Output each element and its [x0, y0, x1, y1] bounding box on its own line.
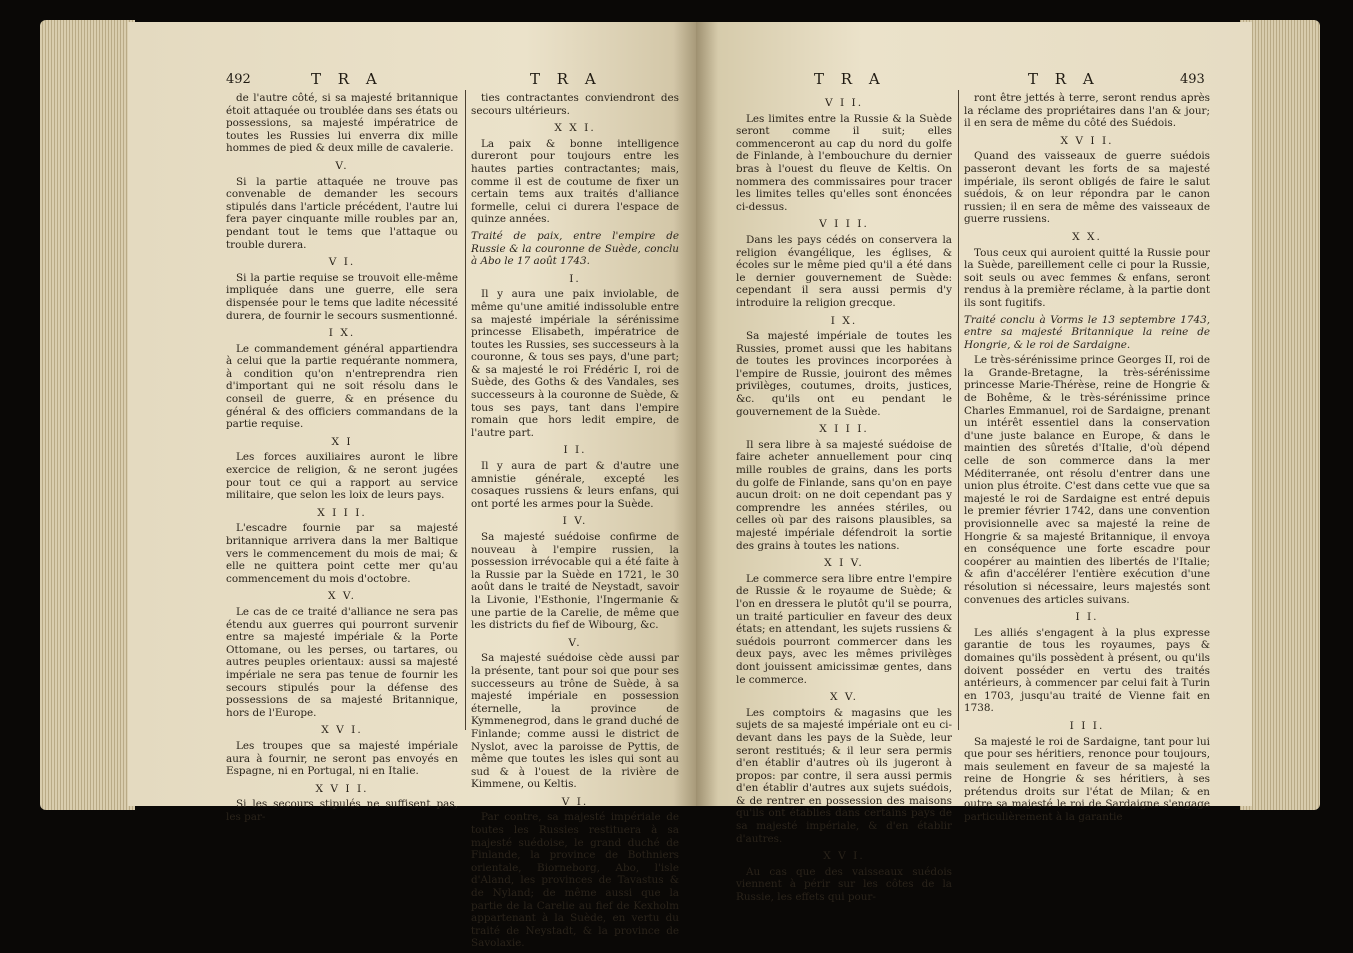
paragraph: Par contre, sa majesté impériale de toutes les Russies restituera à sa majesté suédoise, le grand duché de Finlande, la province de Bothniers orientale, Biorneborg, Abo, l'isle d'Aland, les provinces de Tavastus & de Nyland; de même aussi que la partie de la Carelie au fief de Kexholm appartenant à la Suède, en vertu du traité de Neystadt, & la province de Savolaxie.: [471, 811, 679, 950]
running-head: T R A: [530, 70, 602, 88]
article-heading: I I I.: [1069, 719, 1105, 732]
text-column-1: [736, 92, 952, 907]
paragraph: Le commandement général appartiendra à celui que la partie requérante nommera, à condition qu'on n'entreprendra rien d'important qui ne soit résolu dans le conseil de guerre, & en présence du général & des officiers commandans de la partie requise.: [226, 342, 458, 431]
paragraph: Quand des vaisseaux de guerre suédois passeront devant les forts de sa majesté impériale, ils seront obligés de faire le salut suédois, & on leur répondra par le canon russien; il en sera de même des vaisseaux de guerre russiens.: [964, 150, 1210, 226]
right-page: [696, 22, 1252, 904]
article-heading: V I.: [561, 795, 589, 808]
article-heading: X I I I.: [317, 506, 367, 519]
left-page: [128, 22, 696, 950]
article-heading: X X.: [1072, 230, 1102, 243]
paragraph: Les comptoirs & magasins que les sujets de sa majesté impériale ont eu ci-devant dans les pays de la Suède, leur seront restitués; & il leur sera permis d'en établir d'autres où ils jugeront à propos: par contre, il sera aussi permis d'en établir d'autres aux sujets suédois, & de rentrer en possession des maisons qu'ils ont établies dans certains pays de sa majesté impériale, & d'en établir d'autres.: [736, 706, 952, 845]
paragraph: La paix & bonne intelligence dureront pour toujours entre les hautes parties contractantes; mais, comme il est de coutume de fixer un certain tems aux traités d'alliance formelle, celui ci durera l'espace de quinze années.: [471, 137, 679, 226]
paragraph: Les forces auxiliaires auront le libre exercice de religion, & ne seront jugées pour tout ce qui a rapport au service militaire, que selon les loix de leurs pays.: [226, 451, 458, 502]
article-heading: V.: [568, 636, 582, 649]
article-heading: X V.: [327, 590, 357, 603]
paragraph: Les troupes que sa majesté impériale aura à fournir, ne seront pas envoyés en Espagne, ni en Portugal, ni en Italie.: [226, 739, 458, 778]
article-heading: X X I.: [554, 122, 596, 135]
paragraph: ties contractantes conviendront des secours ultérieurs.: [471, 92, 679, 117]
paragraph: Tous ceux qui auroient quitté la Russie pour la Suède, pareillement celle ci pour la Russie, soit seuls ou avec femmes & enfans, seront rendus à la première réclame, à la partie dont ils sont fugitifs.: [964, 246, 1210, 309]
page-number: 492: [226, 72, 251, 87]
paragraph: Dans les pays cédés on conservera la religion évangélique, les églises, & écoles sur le même pied qu'il a été dans le dernier gouvernement de Suède: cependant il sera aussi permis d'y introduire la religion grecque.: [736, 233, 952, 309]
paragraph: Sa majesté suédoise confirme de nouveau à l'empire russien, la possession irrévocable qui a été faite à la Russie par la Suède en 1721, le 30 août dans le traité de Neystadt, savoir la Livonie, l'Esthonie, l'Ingermanie & une partie de la Carelie, de même que les districts du fief de Wibourg, &c.: [471, 531, 679, 632]
treaty-title: Traité de paix, entre l'empire de Russie & la couronne de Suède, conclu à Abo le 17 août 1743.: [471, 229, 679, 268]
paragraph: Sa majesté impériale de toutes les Russies, promet aussi que les habitans de toutes les provinces incorporées à l'empire de Russie, jouiront des mêmes privilèges, coutumes, droits, justices, &c. qu'ils ont eu pendant le gouvernement de la Suède.: [736, 330, 952, 418]
article-heading: I X.: [328, 327, 356, 340]
article-heading: V I.: [328, 256, 356, 269]
page-number: 493: [1180, 72, 1205, 87]
text-column-2: [471, 92, 679, 953]
article-heading: I V.: [562, 515, 588, 528]
paragraph: Au cas que des vaisseaux suédois viennent à périr sur les côtes de la Russie, les effets qui pour-: [736, 865, 952, 904]
paragraph: Il y aura une paix inviolable, de même qu'une amitié indissoluble entre sa majesté impériale la sérénissime princesse Elisabeth, impératrice de toutes les Russies, ses successeurs à la couronne, & tous ses pays, d'une part; & sa majesté le roi Frédéric I, roi de Suède, des Goths & des Vandales, ses successeurs à la couronne de Suède, & tous ses pays, tant dans l'empire romain que hors ledit empire, de l'autre part.: [471, 288, 679, 439]
paragraph: Il y aura de part & d'autre une amnistie générale, excepté les cosaques russiens & leurs enfans, qui ont porté les armes pour la Suède.: [471, 460, 679, 510]
running-head: T R A: [814, 70, 886, 88]
paragraph: Si les secours stipulés ne suffisent pas, les par-: [226, 798, 458, 823]
paragraph: Le cas de ce traité d'alliance ne sera pas étendu aux guerres qui pourront survenir entre sa majesté impériale & la Porte Ottomane, ou les perses, ou tartares, ou autres peuples orientaux: aussi sa majesté impériale ne sera pas tenue de fournir les secours stipulés pour la défense des possessions de sa majesté Britannique, hors de l'Europe.: [226, 605, 458, 719]
article-heading: I X.: [830, 314, 858, 327]
article-heading: X V I I.: [315, 782, 369, 795]
article-heading: I.: [569, 272, 581, 285]
paragraph: Si la partie attaquée ne trouve pas convenable de demander les secours stipulés dans l'article précédent, l'autre lui fera payer cinquante mille roubles par an, pendant tout le tems que l'attaque ou trouble durera.: [226, 175, 458, 251]
page-edges-left: [40, 20, 135, 810]
paragraph: Le très-sérénissime prince Georges II, roi de la Grande-Bretagne, la très-sérénissime princesse Marie-Thérèse, reine de Hongrie & de Bohême, & le très-sérénissime prince Charles Emmanuel, roi de Sardaigne, prenant un intérêt essentiel dans la conservation d'une juste balance en Europe, & dans le maintien des sûretés d'Italie, d'où dépend celle de son commerce dans la mer Méditerranée, ont résolu d'entrer dans une union plus étroite. C'est dans cette vue que sa majesté le roi de Sardaigne est entré depuis le premier février 1742, dans une convention provisionnelle avec sa majesté la reine de Hongrie & sa majesté Britannique, il envoya en conséquence une forte escadre pour coopérer au maintien des libertés de l'Italie; & afin d'accélérer l'entière exécution d'une résolution si nécessaire, leurs majestés sont convenues des articles suivans.: [964, 354, 1210, 606]
article-heading: X V I.: [823, 850, 865, 863]
article-heading: V.: [335, 159, 349, 172]
paragraph: Le commerce sera libre entre l'empire de Russie & le royaume de Suède; & l'on en dressera le plutôt qu'il se pourra, un traité particulier en faveur des deux états; en attendant, les sujets russiens & suédois pourront commercer dans les deux pays, avec les mêmes privilèges dont jouissent amicissimæ gentes, dans le commerce.: [736, 572, 952, 686]
article-heading: V I I I.: [819, 218, 869, 231]
article-heading: X V.: [829, 691, 859, 704]
column-rule: [465, 90, 466, 730]
paragraph: de l'autre côté, si sa majesté britannique étoit attaquée ou troublée dans ses états ou possessions, sa majesté impératrice de toutes les Russies lui enverra dix mille hommes de pied & deux mille de cavalerie.: [226, 92, 458, 155]
paragraph: Si la partie requise se trouvoit elle-même impliquée dans une guerre, elle sera dispensée pour le tems que ladite nécessité durera, de fournir le secours susmentionné.: [226, 271, 458, 322]
paragraph: Sa majesté suédoise cède aussi par la présente, tant pour soi que pour ses successeurs au trône de Suède, à sa majesté impériale en possession éternelle, la province de Kymmenegrod, dans le grand duché de Finlande; comme aussi le district de Nyslot, avec la paroisse de Pyttis, de même que toutes les isles qui sont au sud & à l'ouest de la rivière de Kimmene, ou Keltis.: [471, 652, 679, 791]
paragraph: ront être jettés à terre, seront rendus après la réclame des propriétaires dans l'an & jour; il en sera de même du côté des Suédois.: [964, 92, 1210, 130]
article-heading: I I.: [1075, 611, 1099, 624]
article-heading: I I.: [563, 444, 587, 457]
article-heading: X V I I.: [1060, 134, 1114, 147]
running-head: T R A: [1028, 70, 1100, 88]
treaty-title: Traité conclu à Vorms le 13 septembre 1743, entre sa majesté Britannique la reine de Hongrie, & le roi de Sardaigne.: [964, 313, 1210, 351]
paragraph: L'escadre fournie par sa majesté britannique arrivera dans la mer Baltique vers le commencement du mois de mai; & elle ne quittera point cette mer qu'au commencement du mois d'octobre.: [226, 522, 458, 585]
article-heading: X I V.: [824, 557, 864, 570]
text-column-2: [964, 92, 1210, 827]
page-edges-right: [1240, 20, 1320, 810]
article-heading: X I: [331, 435, 353, 448]
paragraph: Les alliés s'engagent à la plus expresse garantie de tous les royaumes, pays & domaines qu'ils possèdent à présent, ou qu'ils doivent posséder en vertu des traités antérieurs, à commencer par celui fait à Turin en 1703, jusqu'au traité de Vienne fait en 1738.: [964, 626, 1210, 715]
text-column-1: [226, 92, 458, 826]
paragraph: Sa majesté le roi de Sardaigne, tant pour lui que pour ses héritiers, renonce pour toujours, mais seulement en faveur de sa majesté la reine de Hongrie & ses héritiers, à ses prétendus droits sur l'état de Milan; & en outre sa majesté le roi de Sardaigne s'engage particulièrement à la garantie: [964, 735, 1210, 824]
paragraph: Les limites entre la Russie & la Suède seront comme il suit; elles commenceront au cap du nord du golfe de Finlande, à l'embouchure du dernier bras à l'ouest du fleuve de Keltis. On nommera des commissaires pour tracer les limites telles qu'elles sont énoncées ci-dessus.: [736, 112, 952, 213]
column-rule: [958, 90, 959, 730]
article-heading: V I I.: [824, 97, 864, 109]
paragraph: Il sera libre à sa majesté suédoise de faire acheter annuellement pour cinq mille roubles de grains, dans les ports du golfe de Finlande, sans qu'on en paye aucun droit: on ne doit cependant pas y comprendre les années stériles, ou celles où par des raisons plausibles, sa majesté impériale défendroit la sortie des grains à toutes les nations.: [736, 438, 952, 552]
running-head: T R A: [311, 70, 383, 88]
article-heading: X V I.: [321, 724, 363, 737]
article-heading: X I I I.: [819, 423, 869, 436]
